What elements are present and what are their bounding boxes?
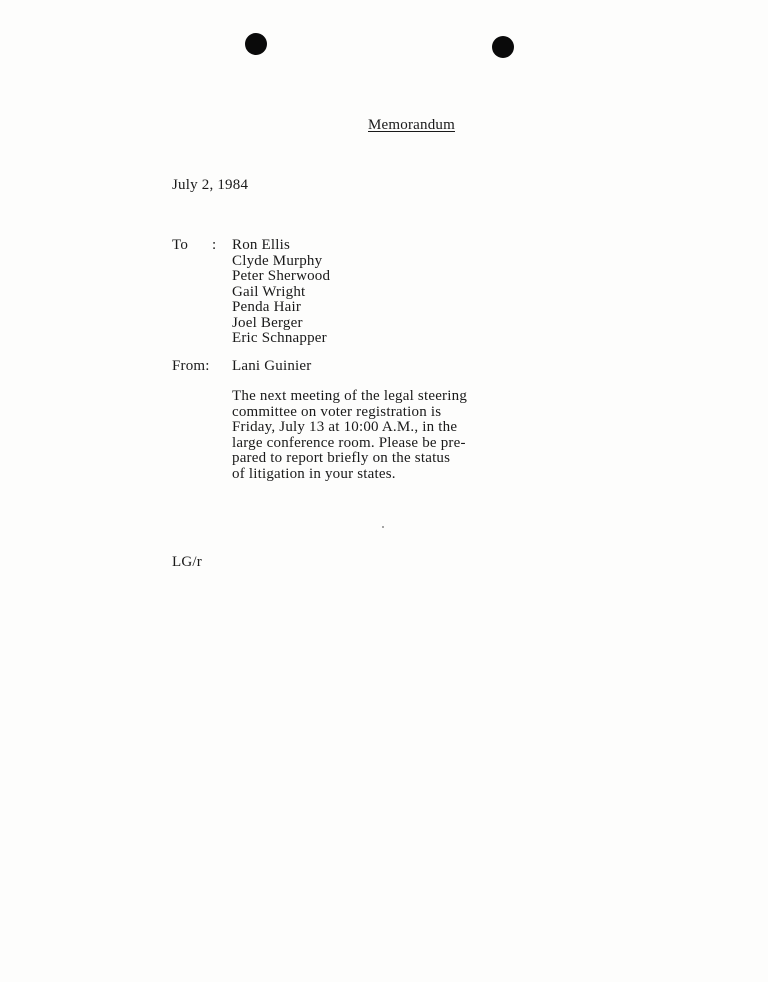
recipient: Penda Hair (232, 299, 302, 315)
from-label: From: (172, 358, 210, 374)
punch-hole-left (245, 33, 267, 55)
recipient-list (232, 238, 330, 347)
recipient: Gail Wright (232, 283, 306, 300)
body-line: Friday, July 13 at 10:00 A.M., in the (232, 419, 458, 435)
recipient: Eric Schnapper (232, 330, 327, 346)
recipient: Clyde Murphy (232, 252, 323, 269)
recipient: Joel Berger (232, 314, 303, 331)
memo-date: July 2, 1984 (172, 177, 249, 193)
recipient: Peter Sherwood (232, 268, 331, 284)
body-line: The next meeting of the legal steering (232, 388, 468, 404)
body-line: pared to report briefly on the status (232, 450, 451, 466)
body-line: committee on voter registration is (232, 403, 442, 420)
punch-hole-right (492, 36, 514, 58)
to-label: To (172, 237, 189, 253)
memo-title: Memorandum (368, 117, 455, 133)
memo-body (232, 389, 532, 482)
body-line: large conference room. Please be pre- (232, 434, 466, 451)
recipient: Ron Ellis (232, 237, 291, 253)
paper-speck (382, 526, 384, 528)
body-line: of litigation in your states. (232, 465, 396, 482)
from-name: Lani Guinier (232, 358, 312, 374)
typist-initials: LG/r (172, 554, 202, 570)
to-separator: : (212, 237, 217, 253)
